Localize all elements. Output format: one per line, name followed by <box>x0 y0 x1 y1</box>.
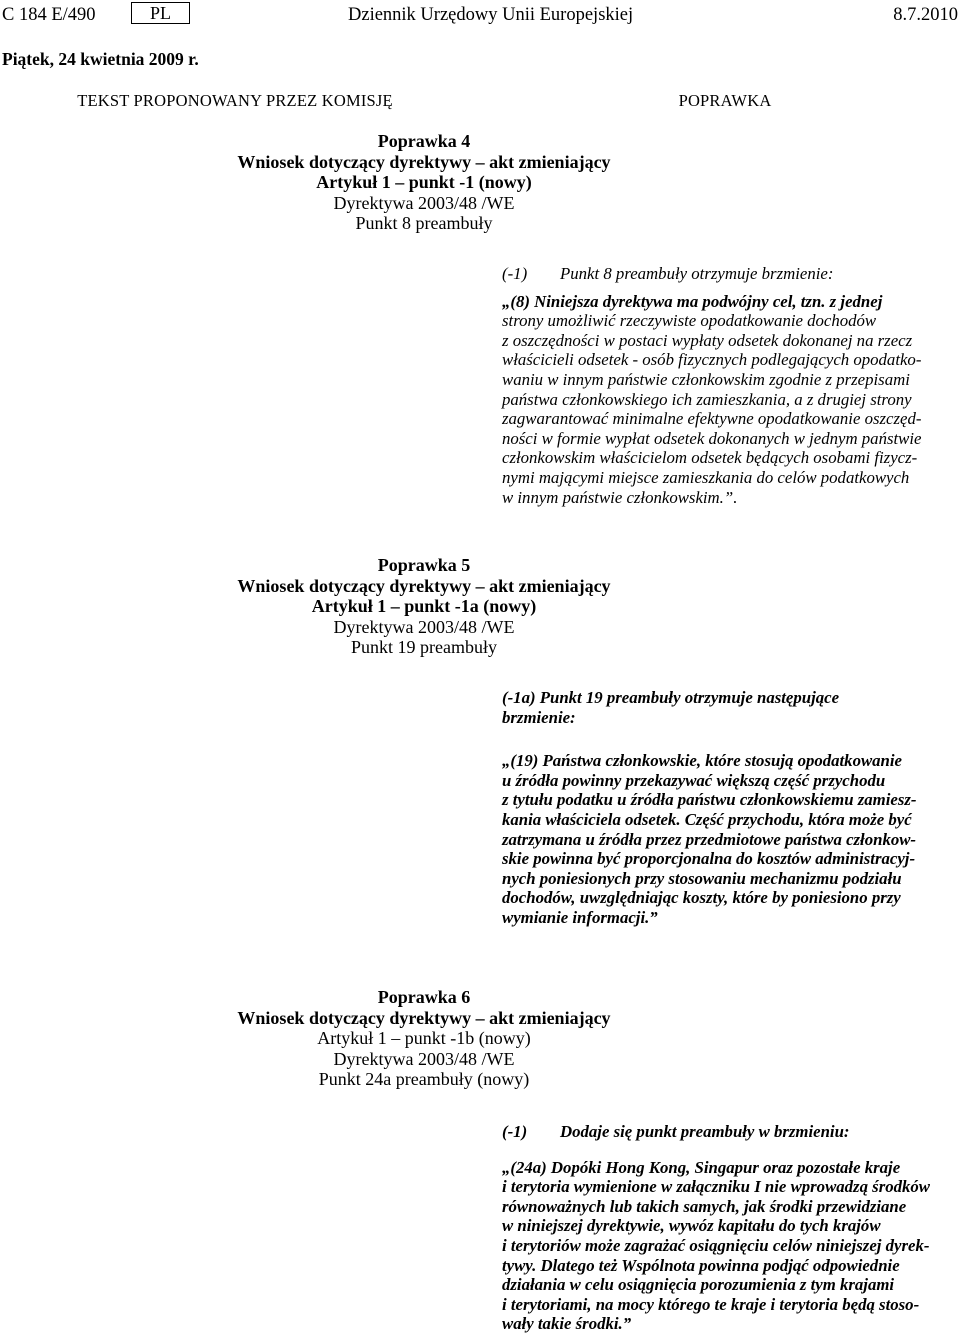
body-line: zatrzymana u źródła przez przedmiotowe państwa członkow- <box>502 829 917 849</box>
amendment-title: Poprawka 5 <box>377 555 471 575</box>
body-line: tywy. Dlatego też Wspólnota powinna podjąć odpowiednie <box>502 1255 900 1275</box>
amendment-subtitle: Wniosek dotyczący dyrektywy – akt zmieniający <box>237 575 611 596</box>
body-line: wymianie informacji.” <box>502 907 658 927</box>
amendment-article: Artykuł 1 – punkt -1a (nowy) <box>311 596 537 616</box>
body-line: strony umożliwić rzeczywiste opodatkowanie dochodów <box>502 311 877 331</box>
amendment-intro: (-1) Punkt 8 preambuły otrzymuje brzmienie: <box>502 264 834 283</box>
body-line: z oszczędności w postaci wypłaty odsetek dokonanej na rzecz <box>502 330 913 350</box>
body-line: nymi mającymi miejsce zamieszkania do celów podatkowych <box>502 467 910 487</box>
amendment-intro: brzmienie: <box>502 707 576 727</box>
amendment-recital: Punkt 24a preambuły (nowy) <box>318 1069 530 1089</box>
amendment-intro: (-1a) Punkt 19 preambuły otrzymuje następujące <box>502 688 840 707</box>
amendment-5-text <box>502 688 957 928</box>
body-line: ności w formie wypłat odsetek dokonanych w jednym państwie <box>502 428 922 448</box>
body-line: „(24a) Dopóki Hong Kong, Singapur oraz pozostałe kraje <box>502 1157 901 1177</box>
amendment-subtitle: Wniosek dotyczący dyrektywy – akt zmieniający <box>237 1007 611 1028</box>
body-line: u źródła powinny przekazywać większą część przychodu <box>502 770 886 790</box>
body-line: właścicieli odsetek - osób fizycznych podlegających opodatko- <box>502 350 922 370</box>
body-line: „(8) Niniejsza dyrektywa ma podwójny cel, tzn. z jednej <box>502 291 883 311</box>
amendment-recital: Punkt 8 preambuły <box>355 213 493 233</box>
body-line: równoważnych lub takich samych, jak środki przewidziane <box>502 1196 907 1216</box>
amendment-article: Artykuł 1 – punkt -1b (nowy) <box>317 1028 531 1048</box>
body-line: „(19) Państwa członkowskie, które stosują opodatkowanie <box>502 751 902 771</box>
amendment-6-heading <box>0 987 848 1090</box>
amendment-5-heading <box>0 555 848 658</box>
body-line: skie powinna być proporcjonalna do kosztów administracyj- <box>502 849 916 869</box>
sitting-date: Piątek, 24 kwietnia 2009 r. <box>2 49 199 69</box>
body-line: w innym państwie członkowskim.”. <box>502 487 738 507</box>
journal-title: Dziennik Urzędowy Unii Europejskiej <box>348 5 634 25</box>
body-line: i terytoriami, na mocy którego te kraje i terytoria będą stoso- <box>502 1294 920 1314</box>
body-line: waniu w innym państwie członkowskim zgodnie z przepisami <box>502 369 910 389</box>
amendment-directive: Dyrektywa 2003/48 /WE <box>333 616 515 637</box>
amendment-6-text <box>502 1122 957 1334</box>
amendment-4-heading <box>0 131 848 234</box>
page-header <box>0 2 960 26</box>
amendment-intro: (-1) Dodaje się punkt preambuły w brzmieniu: <box>502 1122 850 1141</box>
body-line: członkowskim właścicielom odsetek będących osobami fizycz- <box>502 448 918 468</box>
amendment-subtitle: Wniosek dotyczący dyrektywy – akt zmieniający <box>237 151 611 172</box>
page-reference: C 184 E/490 <box>2 5 96 25</box>
language-badge: PL <box>131 2 190 24</box>
publication-date: 8.7.2010 <box>893 5 958 25</box>
amendment-article: Artykuł 1 – punkt -1 (nowy) <box>316 172 532 192</box>
body-line: kania właściciela odsetek. Część przychodu, która może być <box>502 809 912 829</box>
left-column-heading: TEKST PROPONOWANY PRZEZ KOMISJĘ <box>77 91 393 110</box>
body-line: w niniejszej dyrektywie, wywóz kapitału do tych krajów <box>502 1216 881 1236</box>
body-line: dochodów, uwzględniając koszty, które by poniesiono przy <box>502 888 901 908</box>
amendment-title: Poprawka 4 <box>377 131 471 151</box>
body-line: nych poniesionych przy stosowaniu mechanizmu podziału <box>502 868 902 888</box>
body-line: zagwarantować minimalne efektywne opodatkowanie oszczęd- <box>502 409 922 429</box>
amendment-4-text <box>502 264 957 507</box>
body-line: i terytoriów może zagrażać osiągnięciu celów niniejszej dyrek- <box>502 1235 930 1255</box>
amendment-title: Poprawka 6 <box>377 987 471 1007</box>
amendment-directive: Dyrektywa 2003/48 /WE <box>333 192 515 213</box>
body-line: działania w celu osiągnięcia porozumienia z tym krajami <box>502 1275 895 1295</box>
body-line: z tytułu podatku u źródła państwu członkowskiemu zamiesz- <box>502 790 917 810</box>
amendment-directive: Dyrektywa 2003/48 /WE <box>333 1048 515 1069</box>
right-column-heading: POPRAWKA <box>678 91 772 110</box>
amendment-recital: Punkt 19 preambuły <box>351 637 497 657</box>
body-line: i terytoria wymienione w załączniku I nie wprowadzą środków <box>502 1177 930 1197</box>
body-line: wały takie środki.” <box>502 1314 632 1334</box>
body-line: państwa członkowskiego ich zamieszkania, a z drugiej strony <box>502 389 912 409</box>
